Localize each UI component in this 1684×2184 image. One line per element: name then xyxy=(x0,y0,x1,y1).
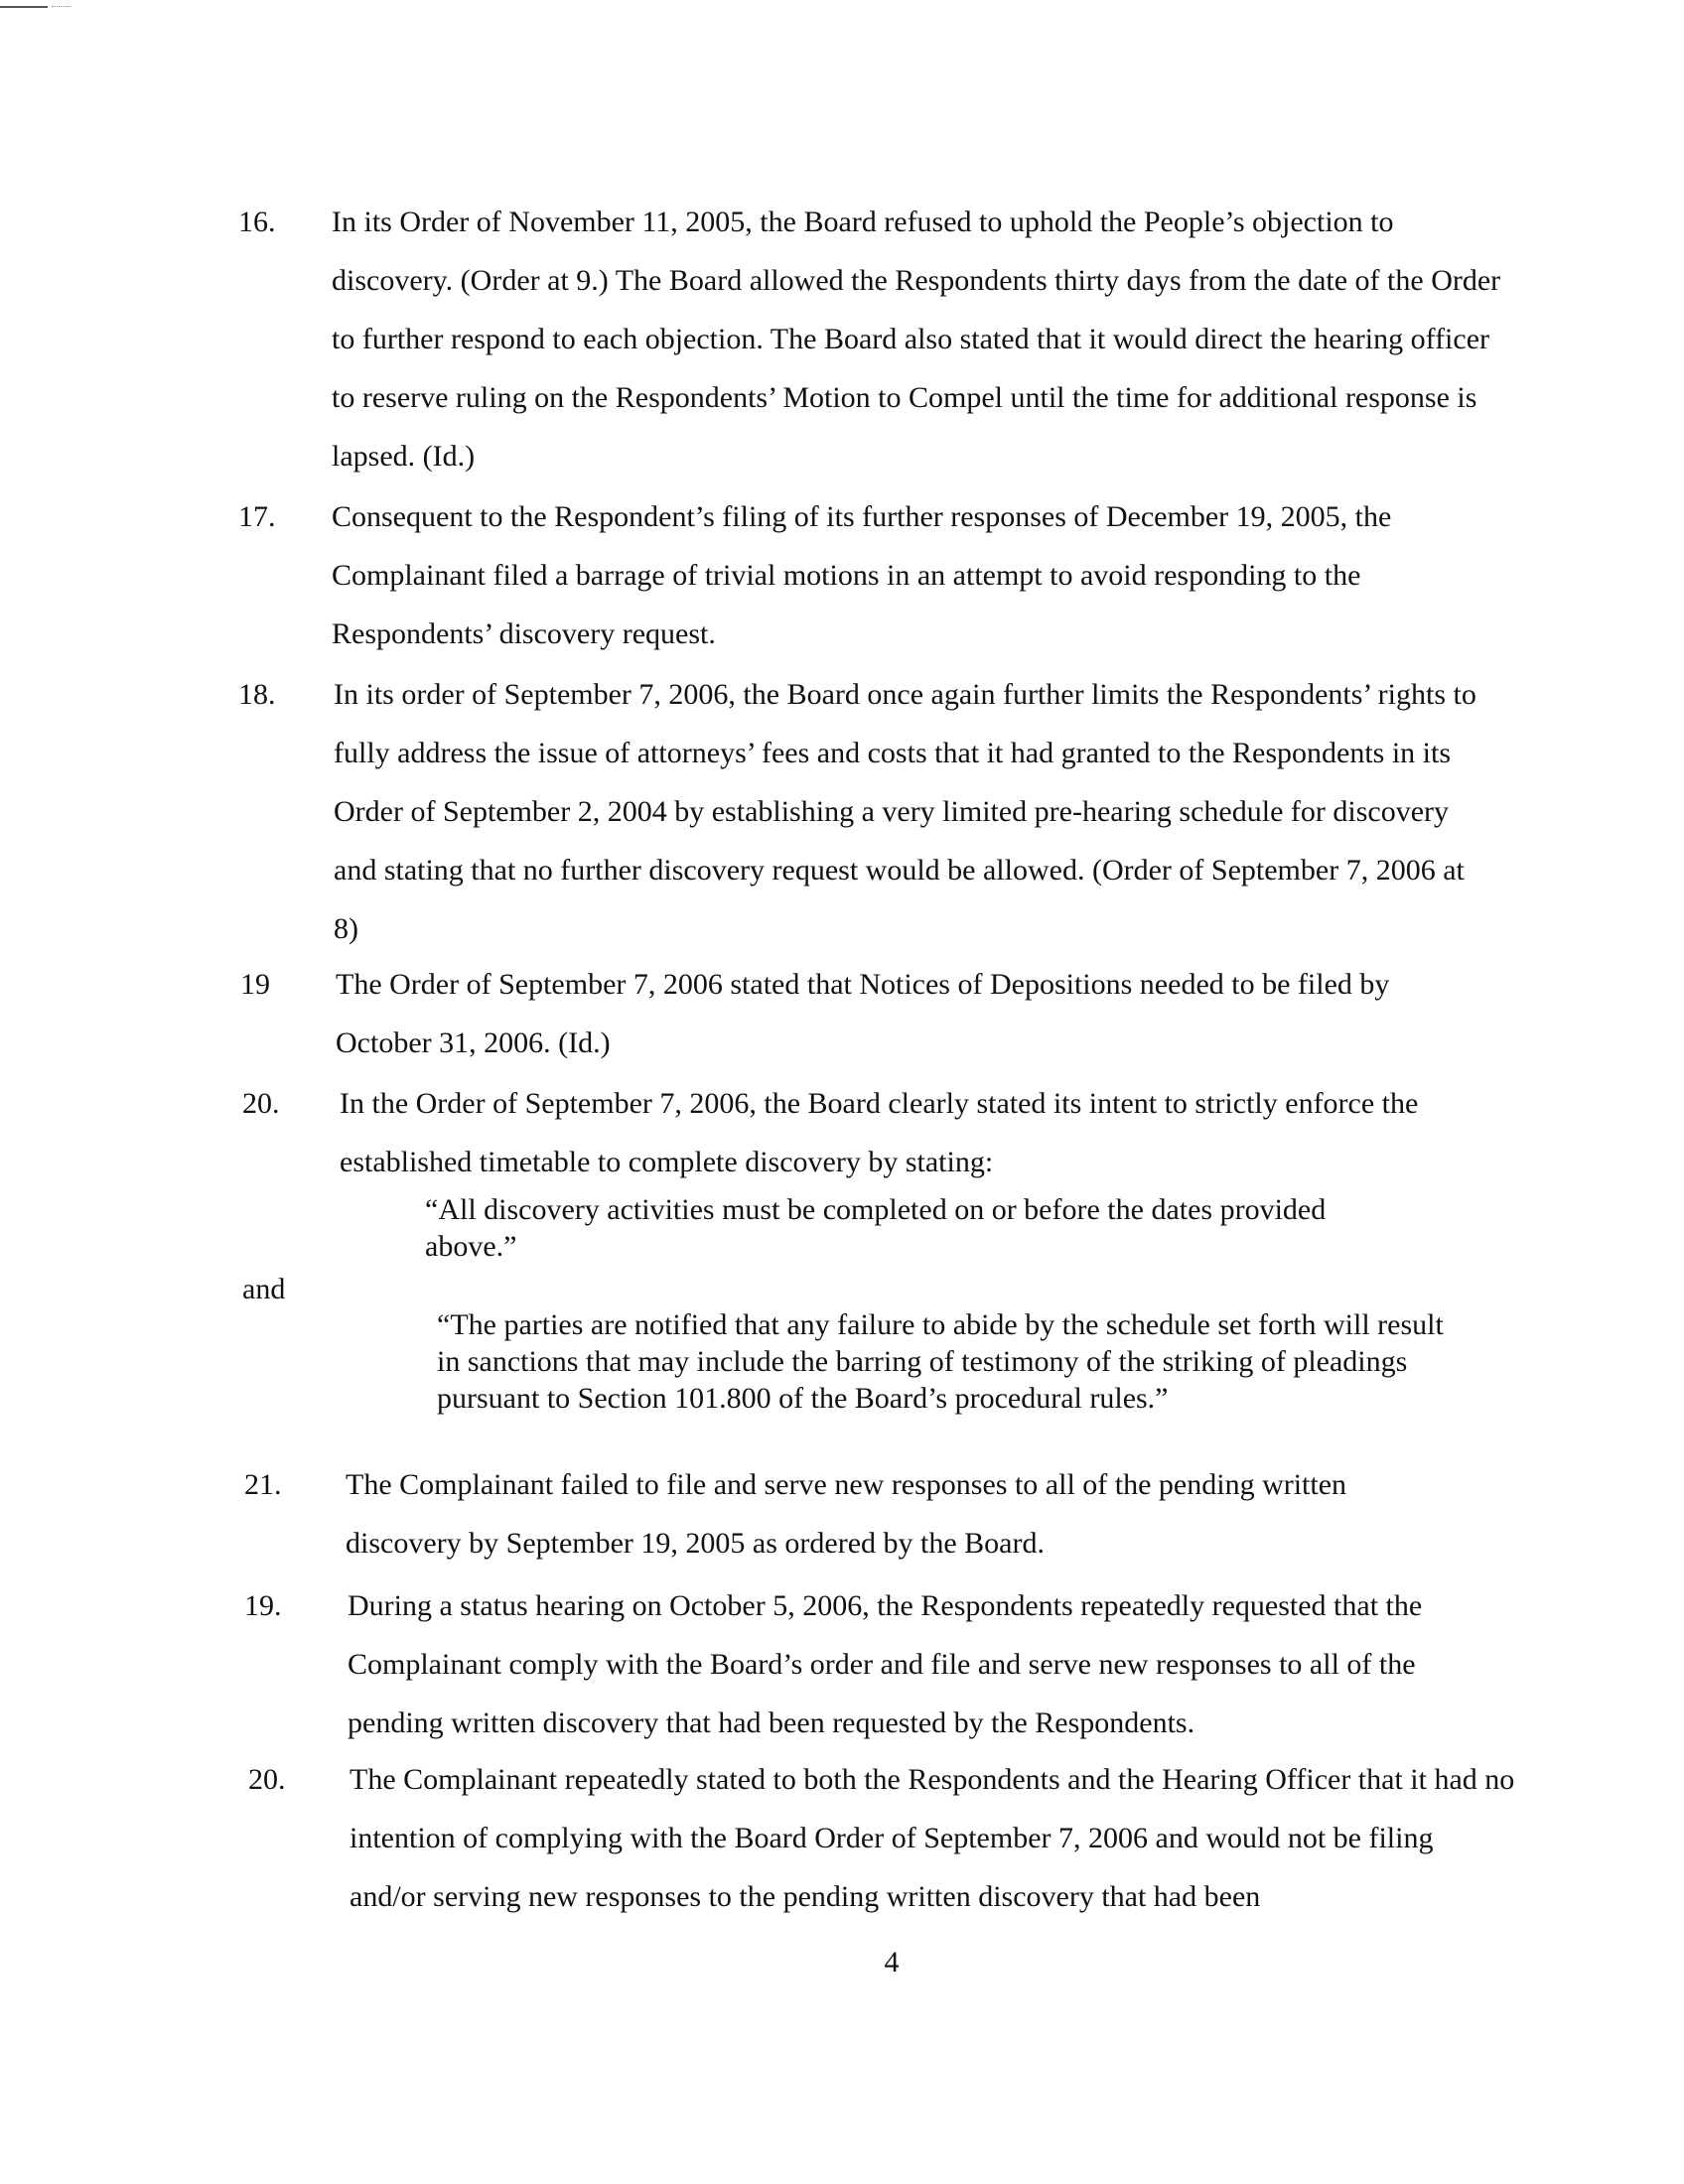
paragraph-text: The Order of September 7, 2006 stated that Notices of Depositions needed to be filed by October 31, 2006. (Id.) xyxy=(336,968,1390,1059)
paragraph-number: 18. xyxy=(238,678,276,711)
block-quote: “The parties are notified that any failure to abide by the schedule set forth will result in sanctions that may include the barring of testimony of the striking of pleadings pursuant to Section 101.800 of the Board’s procedural rules.” xyxy=(437,1308,1444,1415)
paragraph-number: 19 xyxy=(240,968,270,1001)
paragraph-number: 20. xyxy=(248,1763,286,1796)
paragraph-number: 20. xyxy=(242,1087,280,1120)
paragraph-text: In its Order of November 11, 2005, the Board refused to uphold the People’s objection to discovery. (Order at 9.) The Board allowed the Respondents thirty days from the date of the Order to further respond to each objection. The Board also stated that it would direct the hearing officer to reserve ruling on the Respondents’ Motion to Compel until the time for additional response is lapsed. (Id.) xyxy=(332,205,1501,473)
paragraph-text: The Complainant failed to file and serve new responses to all of the pending written discovery by September 19, 2005 as ordered by the Board. xyxy=(346,1468,1347,1560)
paragraph-number: 21. xyxy=(244,1468,282,1501)
paragraph-text: The Complainant repeatedly stated to both the Respondents and the Hearing Officer that it had no intention of complying with the Board Order of September 7, 2006 and would not be filing and/or serving new responses to the pending written discovery that had been xyxy=(350,1763,1515,1913)
paragraph-number: 17. xyxy=(238,500,276,533)
paragraph-text: In the Order of September 7, 2006, the Board clearly stated its intent to strictly enforce the established timetable to complete discovery by stating: xyxy=(340,1087,1419,1178)
page-number: 4 xyxy=(884,1946,900,1979)
paragraph-number: 19. xyxy=(244,1589,282,1622)
connector-word: and xyxy=(242,1273,286,1305)
paragraph-text: Consequent to the Respondent’s filing of its further responses of December 19, 2005, the Complainant filed a barrage of trivial motions in an attempt to avoid responding to the Respondents’ discovery request. xyxy=(332,500,1392,650)
paragraph-text: During a status hearing on October 5, 2006, the Respondents repeatedly requested that the Complainant comply with the Board’s order and file and serve new responses to all of the pending written discovery that had been requested by the Respondents. xyxy=(348,1589,1423,1739)
block-quote: “All discovery activities must be completed on or before the dates provided above.” xyxy=(425,1193,1327,1263)
scan-edge-mark xyxy=(0,6,48,8)
paragraph-text: In its order of September 7, 2006, the Board once again further limits the Respondents’ rights to fully address the issue of attorneys’ fees and costs that it had granted to the Respondents in its Order of September 2, 2004 by establishing a very limited pre-hearing schedule for discovery and stating that no further discovery request would be allowed. (Order of September 7, 2006 at 8) xyxy=(334,678,1476,945)
scan-edge-mark-tail xyxy=(52,6,71,7)
paragraph-number: 16. xyxy=(238,205,276,238)
